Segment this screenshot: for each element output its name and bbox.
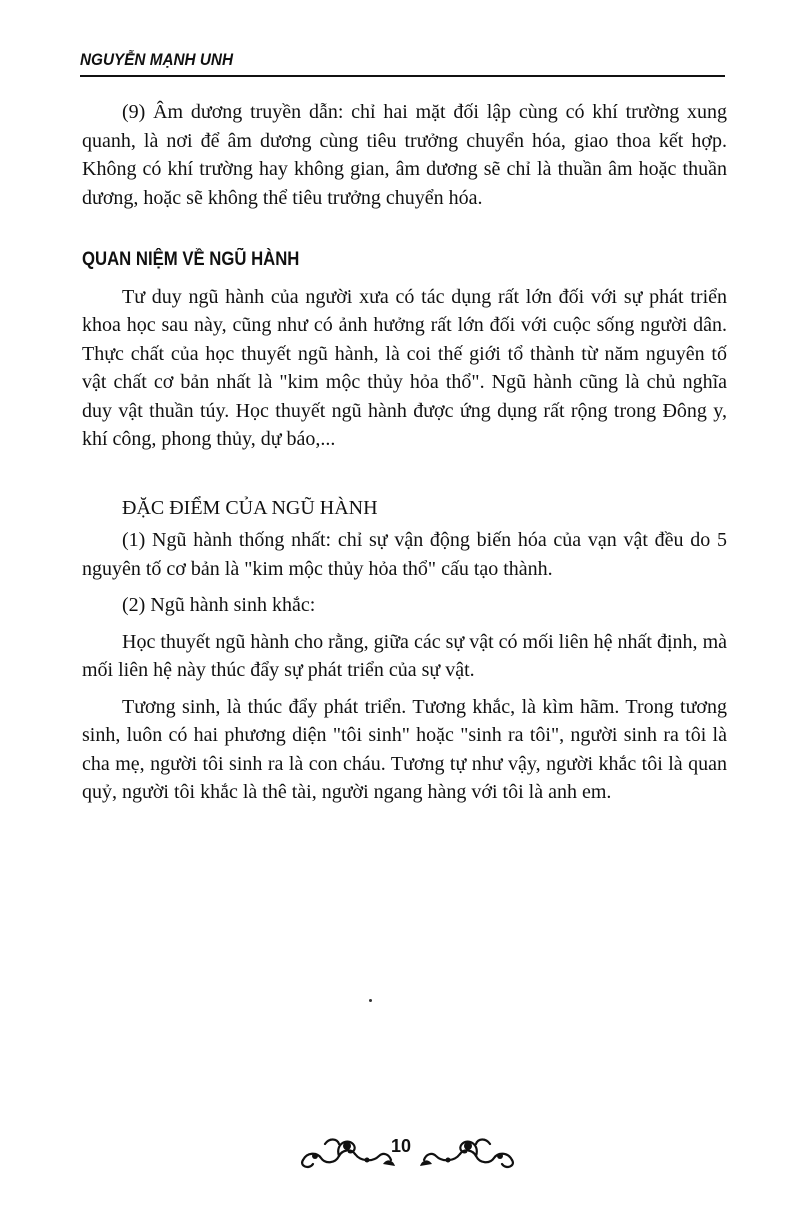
page-footer [295, 1130, 520, 1172]
point-1-paragraph: (1) Ngũ hành thống nhất: chỉ sự vận động biến hóa của vạn vật đều do 5 nguyên tố cơ bản là "kim mộc thủy hỏa thổ" cấu tạo thành. [82, 529, 727, 580]
closing-paragraph: Tương sinh, là thúc đẩy phát triển. Tương khắc, là kìm hãm. Trong tương sinh, luôn có hai phương diện "tôi sinh" hoặc "sinh ra tôi", người sinh ra tôi là cha mẹ, người tôi sinh ra là con cháu. Tương tự như vậy, người khắc tôi là quan quỷ, người tôi khắc là thê tài, người ngang hàng với tôi là anh em. [82, 695, 727, 803]
point-2-label: (2) Ngũ hành sinh khắc: [122, 594, 316, 616]
sub-heading: ĐẶC ĐIỂM CỦA NGŨ HÀNH [122, 496, 378, 519]
header-rule [80, 75, 725, 77]
print-speck [369, 999, 372, 1002]
section-paragraph: Tư duy ngũ hành của người xưa có tác dụng rất lớn đối với sự phát triển khoa học sau này, cũng như có ảnh hưởng rất lớn đối với cuộc sống người dân. Thực chất của học thuyết ngũ hành, là coi thế giới tổ thành từ năm nguyên tố vật chất cơ bản nhất là "kim mộc thủy hỏa thổ". Ngũ hành cũng là chủ nghĩa duy vật thuần túy. Học thuyết ngũ hành được ứng dụng rất rộng trong Đông y, khí công, phong thủy, dự báo,... [82, 285, 727, 450]
page-content [82, 98, 727, 807]
intro-paragraph: (9) Âm dương truyền dẫn: chỉ hai mặt đối lập cùng có khí trường xung quanh, là nơi để âm dương cùng tiêu trưởng chuyển hóa, giao thoa kết hợp. Không có khí trường hay không gian, âm dương sẽ chỉ là thuần âm hoặc thuần dương, hoặc sẽ không thể tiêu trưởng chuyển hóa. [82, 101, 727, 209]
page-number: 10 [391, 1136, 412, 1156]
running-header: NGUYỄN MẠNH UNH [80, 50, 233, 69]
point-2-paragraph: Học thuyết ngũ hành cho rằng, giữa các sự vật có mối liên hệ nhất định, mà mối liên hệ này thúc đẩy sự phát triển của sự vật. [82, 630, 727, 681]
section-heading: QUAN NIỆM VỀ NGŨ HÀNH [82, 249, 300, 270]
